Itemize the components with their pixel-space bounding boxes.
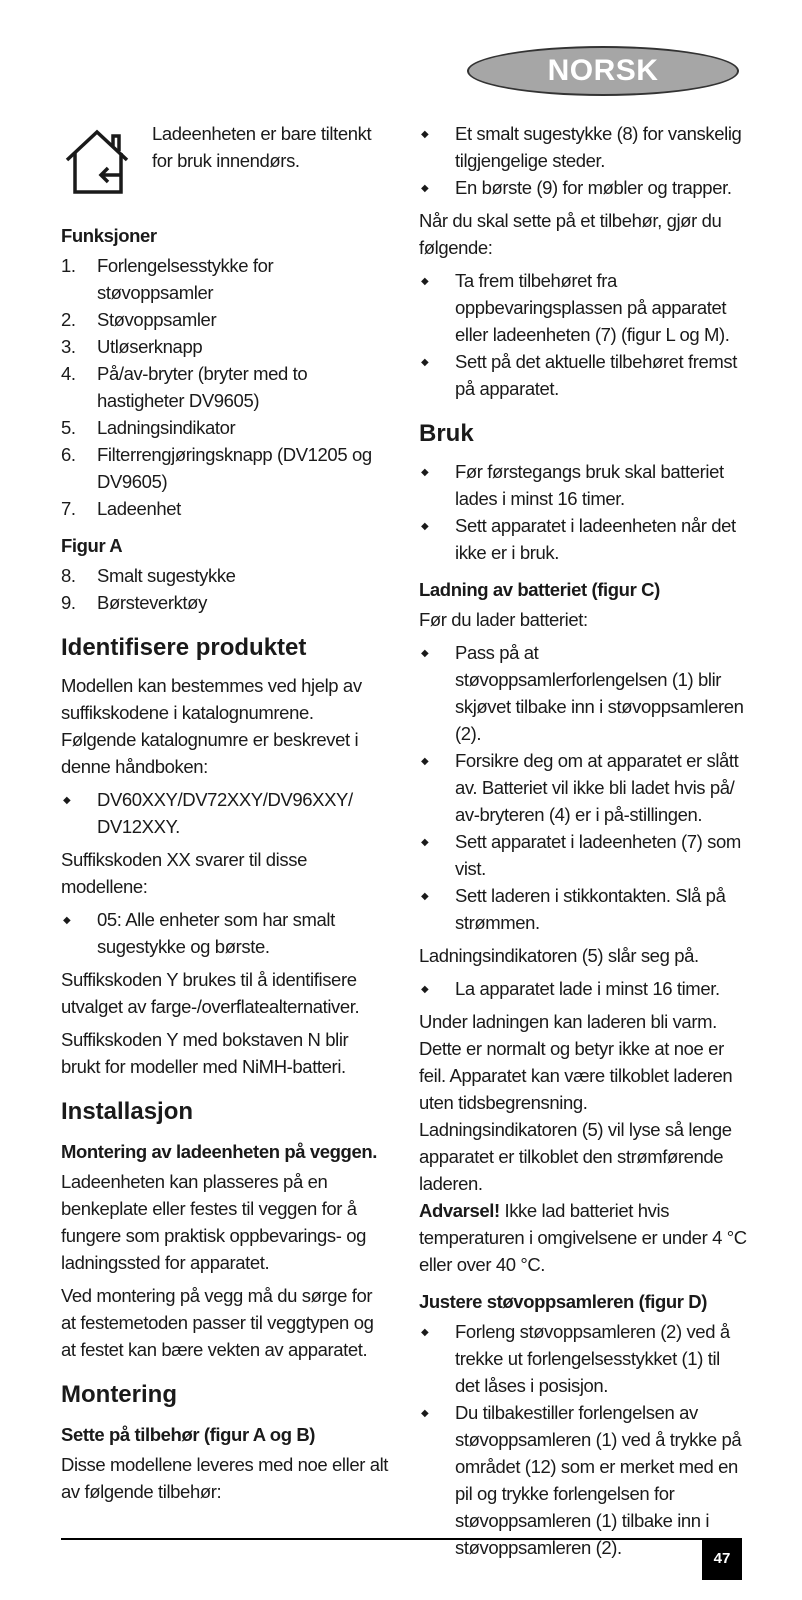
bullet-list	[419, 975, 749, 1002]
identifisere-heading: Identifisere produktet	[61, 634, 307, 661]
list-item: ◆ Et smalt sugestykke (8) for vanskelig tilgjengelige steder.	[419, 120, 749, 174]
list-item: ◆ Sett laderen i stikkontakten. Slå på strømmen.	[419, 882, 749, 936]
list-item: 2. Støvoppsamler	[61, 309, 217, 330]
list-item: 1. Forlengelsesstykke for støvoppsamler	[61, 255, 274, 303]
page-number: 47	[702, 1538, 742, 1580]
tilbehor-steps-list	[419, 267, 749, 402]
bullet-list	[61, 906, 391, 960]
paragraph: Under ladningen kan laderen bli varm. Dette er normalt og betyr ikke at noe er feil. Apparatet kan være tilkoblet laderen uten tidsbegrensning.	[419, 1011, 733, 1113]
list-item: ◆ Sett på det aktuelle tilbehøret fremst på apparatet.	[419, 348, 749, 402]
figur-a-list	[61, 562, 391, 616]
list-item: ◆ DV60XXY/DV72XXY/DV96XXY/ DV12XXY.	[61, 786, 391, 840]
list-item: 9. Børsteverktøy	[61, 592, 207, 613]
funksjoner-heading: Funksjoner	[61, 225, 157, 246]
paragraph: Suffikskoden XX svarer til disse modellene:	[61, 849, 307, 897]
justere-bullet-list	[419, 1318, 749, 1561]
language-label: NORSK	[547, 54, 659, 87]
tilbehor-bullet-list	[419, 120, 749, 201]
montering-heading: Montering	[61, 1381, 177, 1408]
ladning-heading: Ladning av batteriet (figur C)	[419, 579, 660, 600]
figur-a-heading: Figur A	[61, 535, 123, 556]
list-item: ◆ Ta frem tilbehøret fra oppbevaringsplassen på apparatet eller ladeenheten (7) (figur L og M).	[419, 267, 749, 348]
list-item: ◆ Du tilbakestiller forlengelsen av støvoppsamleren (1) ved å trykke på området (12) som er merket med en pil og trykke forlengelsen for støvoppsamleren (1) tilbake inn i støvoppsamleren (2).	[419, 1399, 749, 1561]
paragraph: Ved montering på vegg må du sørge for at festemetoden passer til veggtypen og at festet kan bære vekten av apparatet.	[61, 1285, 374, 1360]
list-item: ◆ La apparatet lade i minst 16 timer.	[419, 975, 749, 1002]
bruk-heading: Bruk	[419, 420, 474, 447]
list-item: 7. Ladeenhet	[61, 498, 181, 519]
list-item: 6. Filterrengjøringsknapp (DV1205 og DV9605)	[61, 444, 372, 492]
language-tab	[467, 46, 739, 96]
list-item: ◆ Forleng støvoppsamleren (2) ved å trekke ut forlengelsesstykket (1) til det låses i posisjon.	[419, 1318, 749, 1399]
paragraph: Ladningsindikatoren (5) vil lyse så lenge apparatet er tilkoblet den strømførende laderen.	[419, 1119, 732, 1194]
right-column	[419, 120, 749, 1567]
paragraph: Suffikskoden Y brukes til å identifisere utvalget av farge-/overflatealternativer.	[61, 969, 360, 1017]
footer-rule	[61, 1538, 741, 1540]
warning-label: Advarsel!	[419, 1200, 500, 1221]
list-item: 4. På/av-bryter (bryter med to hastigheter DV9605)	[61, 363, 308, 411]
list-item: 5. Ladningsindikator	[61, 417, 236, 438]
paragraph: Ladeenheten kan plasseres på en benkeplate eller festes til veggen for å fungere som praktisk oppbevarings- og ladningssted for apparatet.	[61, 1171, 367, 1273]
list-item: ◆ Før førstegangs bruk skal batteriet lades i minst 16 timer.	[419, 458, 749, 512]
list-item: ◆ Sett apparatet i ladeenheten når det ikke er i bruk.	[419, 512, 749, 566]
list-item: ◆ Forsikre deg om at apparatet er slått av. Batteriet vil ikke bli ladet hvis på/ av-bryteren (4) er i på-stillingen.	[419, 747, 749, 828]
montering-vegg-heading: Montering av ladeenheten på veggen.	[61, 1141, 377, 1162]
paragraph: Disse modellene leveres med noe eller alt av følgende tilbehør:	[61, 1454, 389, 1502]
list-item: ◆ Sett apparatet i ladeenheten (7) som vist.	[419, 828, 749, 882]
list-item: ◆ Pass på at støvoppsamlerforlengelsen (1) blir skjøvet tilbake inn i støvoppsamleren (2).	[419, 639, 749, 747]
indoor-use-note	[61, 120, 391, 200]
bullet-list	[61, 786, 391, 840]
bruk-bullet-list	[419, 458, 749, 566]
paragraph: Suffikskoden Y med bokstaven N blir brukt for modeller med NiMH-batteri.	[61, 1029, 349, 1077]
paragraph: Ladningsindikatoren (5) slår seg på.	[419, 945, 699, 966]
indoor-note-text: Ladeenheten er bare tiltenkt for bruk innendørs.	[152, 123, 372, 171]
paragraph: Før du lader batteriet:	[419, 609, 588, 630]
warning-text: Ikke lad batteriet hvis temperaturen i omgivelsene er under 4 °C eller over 40 °C.	[419, 1200, 747, 1275]
funksjoner-list	[61, 252, 391, 522]
justere-heading: Justere støvoppsamleren (figur D)	[419, 1291, 708, 1312]
list-item: ◆ 05: Alle enheter som har smalt sugestykke og børste.	[61, 906, 391, 960]
paragraph: Når du skal sette på et tilbehør, gjør du følgende:	[419, 210, 722, 258]
list-item: ◆ En børste (9) for møbler og trapper.	[419, 174, 749, 201]
indoor-house-icon	[61, 126, 133, 198]
list-item: 3. Utløserknapp	[61, 336, 203, 357]
tilbehor-heading: Sette på tilbehør (figur A og B)	[61, 1424, 316, 1445]
warning-paragraph	[419, 1197, 749, 1278]
left-column	[61, 120, 391, 1511]
installasjon-heading: Installasjon	[61, 1098, 194, 1125]
list-item: 8. Smalt sugestykke	[61, 565, 236, 586]
paragraph: Modellen kan bestemmes ved hjelp av suffikskodene i katalognumrene. Følgende katalognumre er beskrevet i denne håndboken:	[61, 675, 362, 777]
ladning-bullet-list	[419, 639, 749, 936]
